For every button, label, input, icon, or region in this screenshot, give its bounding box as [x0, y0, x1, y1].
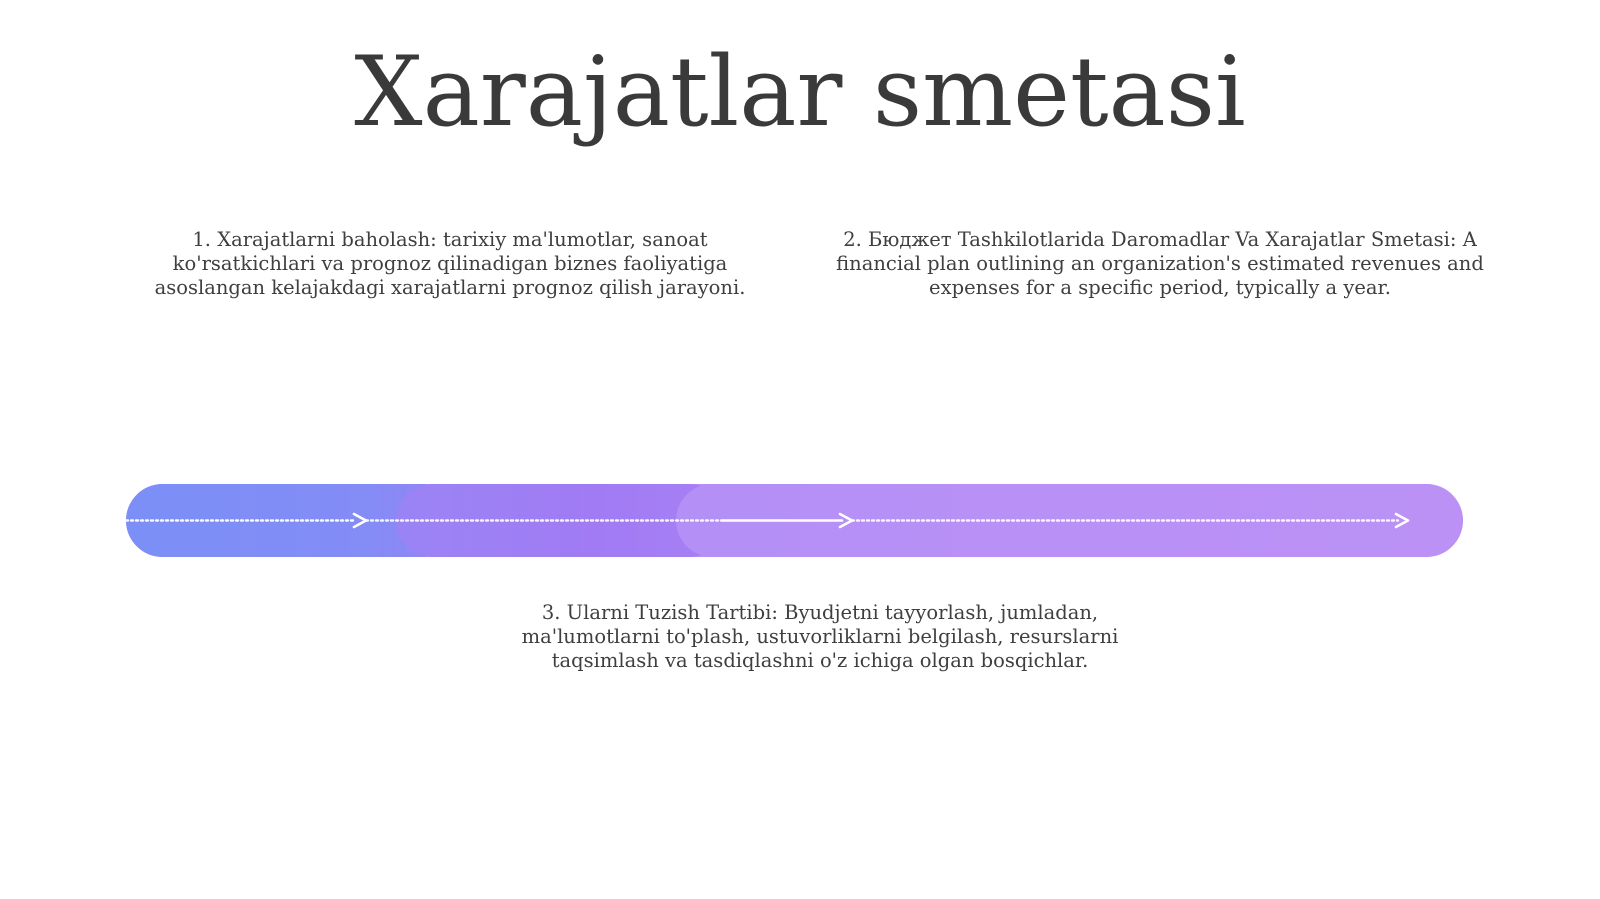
- point-3-text: 3. Ularni Tuzish Tartibi: Byudjetni tayyorlash, jumladan, ma'lumotlarni to'plash, ustuvorliklarni belgilash, resurslarni taqsimlash va tasdiqlashni o'z ichiga olgan bosqichlar.: [521, 601, 1119, 672]
- timeline-arrows: [126, 484, 1463, 557]
- slide-title: Xarajatlar smetasi: [354, 36, 1246, 148]
- arrow-right-icon: [354, 514, 366, 527]
- timeline-bar: [126, 484, 1463, 557]
- point-1-text: 1. Xarajatlarni baholash: tarixiy ma'lumotlar, sanoat ko'rsatkichlari va prognoz qilinadigan biznes faoliyatiga asoslangan kelajakdagi xarajatlarni prognoz qilish jarayoni.: [154, 228, 746, 299]
- point-2-text: 2. Бюджет Tashkilotlarida Daromadlar Va Xarajatlar Smetasi: A financial plan outlining an organization's estimated revenues and expenses for a specific period, typically a year.: [836, 228, 1484, 299]
